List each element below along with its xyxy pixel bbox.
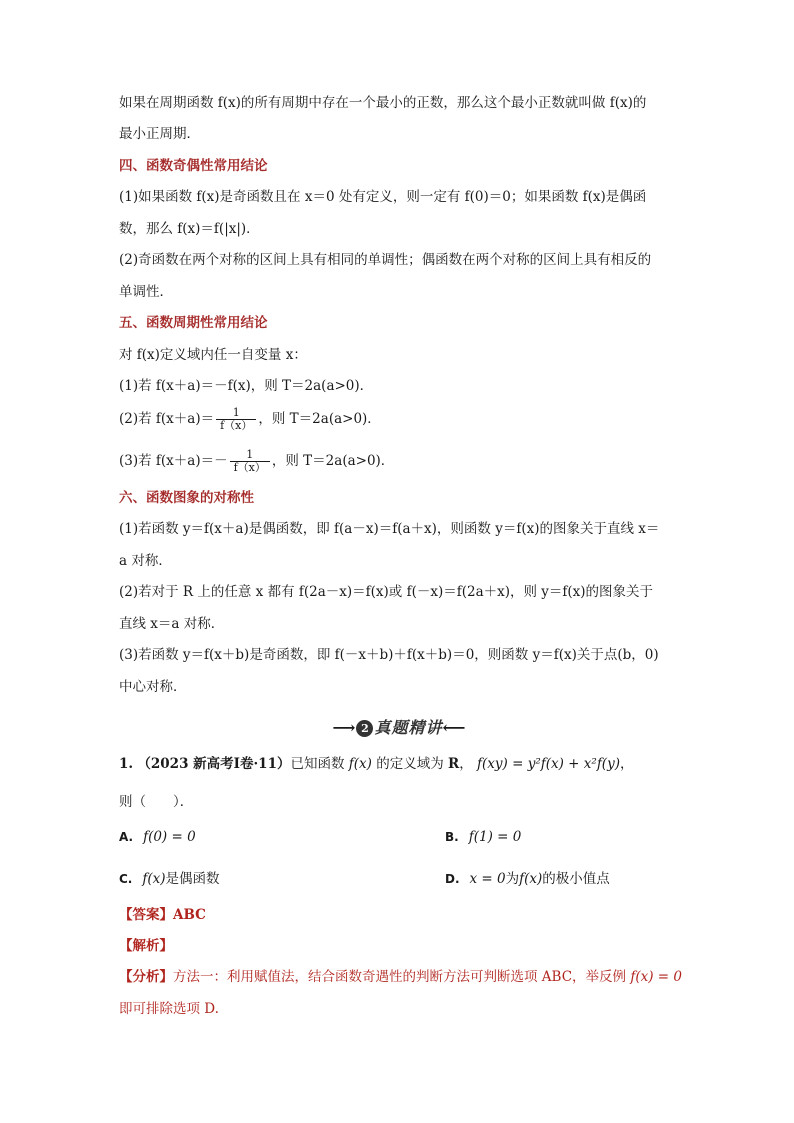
paragraph-line-fraction xyxy=(119,407,381,432)
text-segment: ，则 T＝2a(a>0)． xyxy=(271,453,395,469)
paragraph-line-fraction xyxy=(119,449,394,474)
text-segment: 已知函数 xyxy=(290,756,345,772)
paragraph-line: (1)如果函数 f(x)是奇函数且在 x＝0 处有定义，则一定有 f(0)＝0；如果函数 f(x)是偶函 xyxy=(119,189,647,205)
math-expression: x = 0 xyxy=(469,871,506,887)
paragraph-line: (1)若 f(x＋a)＝－f(x)，则 T＝2a(a>0)． xyxy=(119,378,374,394)
paragraph-line: (3)若函数 y＝f(x＋b)是奇函数，即 f(－x＋b)＋f(x＋b)＝0，则函数 y＝f(x)关于点(b，0) xyxy=(119,647,659,663)
paragraph-line: 直线 x＝a 对称． xyxy=(119,616,225,632)
paragraph-line: 中心对称． xyxy=(119,679,187,695)
arrow-left-icon: ⟵ xyxy=(442,718,466,737)
arrow-right-icon: ⟶ xyxy=(332,718,356,737)
math-expression: f(x) xyxy=(348,756,372,772)
fraction-numerator: 1 xyxy=(246,448,254,461)
paragraph-line: (2)奇函数在两个对称的区间上具有相同的单调性；偶函数在两个对称的区间上具有相反的 xyxy=(119,252,652,268)
math-expression: f(1) = 0 xyxy=(468,829,522,845)
question-number: 1. xyxy=(119,756,134,772)
section-heading-symmetry: 六、函数图象的对称性 xyxy=(119,490,254,506)
analysis-tag: 【分析】 xyxy=(119,969,173,985)
analysis-text-cont: 即可排除选项 D. xyxy=(119,1001,219,1017)
banner-title: 真题精讲 xyxy=(374,718,443,737)
option-letter: D. xyxy=(445,872,460,886)
section-heading-parity: 四、函数奇偶性常用结论 xyxy=(119,158,268,174)
analysis-label: 【解析】 xyxy=(119,938,173,954)
fraction-denominator: f（x） xyxy=(230,461,270,474)
circled-number-badge: 2 xyxy=(356,720,373,737)
text-segment: ， xyxy=(459,756,473,772)
math-expression: f(x) xyxy=(142,871,166,887)
answer-label: 【答案】ABC xyxy=(119,907,206,923)
text-segment: ， xyxy=(619,756,634,772)
option-letter: B. xyxy=(445,830,459,844)
math-expression: f(x) xyxy=(519,871,543,887)
paragraph-line: 单调性． xyxy=(119,284,173,300)
math-equation: f(xy) = y²f(x) + x²f(y) xyxy=(477,756,620,772)
paragraph-line: 数，那么 f(x)＝f(|x|)． xyxy=(119,221,260,237)
text-segment: 的极小值点 xyxy=(542,871,610,887)
option-b xyxy=(445,827,521,847)
fraction xyxy=(230,449,270,474)
option-letter: C. xyxy=(119,872,133,886)
paragraph-line: (1)若函数 y＝f(x＋a)是偶函数，即 f(a－x)＝f(a＋x)，则函数 y＝f(x)的图象关于直线 x＝ xyxy=(119,521,660,537)
text-segment: 为 xyxy=(505,871,520,887)
text-segment: 方法一：利用赋值法，结合函数奇遇性的判断方法可判断选项 ABC，举反例 xyxy=(173,969,627,985)
option-c xyxy=(119,869,220,889)
section-banner xyxy=(119,715,679,738)
paragraph-line: (2)若对于 R 上的任意 x 都有 f(2a－x)＝f(x)或 f(－x)＝f(2a＋x)，则 y＝f(x)的图象关于 xyxy=(119,584,654,600)
text-segment: (2)若 f(x＋a)＝ xyxy=(119,411,215,427)
question-stem xyxy=(119,754,633,774)
paragraph-line: 对 f(x)定义域内任一自变量 x： xyxy=(119,347,307,363)
math-expression: R xyxy=(448,756,460,772)
option-letter: A. xyxy=(119,830,134,844)
option-a xyxy=(119,827,196,847)
section-heading-periodicity: 五、函数周期性常用结论 xyxy=(119,315,268,331)
paragraph-line: a 对称． xyxy=(119,553,172,569)
paragraph-line: 最小正周期． xyxy=(119,126,200,142)
text-segment: 是偶函数 xyxy=(165,871,220,887)
fraction xyxy=(216,407,256,432)
fraction-denominator: f（x） xyxy=(216,419,256,432)
question-source: （2023 新高考Ⅰ卷·11） xyxy=(137,756,291,772)
math-expression: f(x) = 0 xyxy=(630,969,682,985)
analysis-text xyxy=(119,967,682,987)
text-segment: 的定义域为 xyxy=(376,756,444,772)
text-segment: ，则 T＝2a(a>0)． xyxy=(258,411,381,427)
text-segment: (3)若 f(x＋a)＝－ xyxy=(119,453,228,469)
option-d xyxy=(445,869,610,889)
question-stem-cont: 则（ ）． xyxy=(119,794,194,810)
paragraph-line: 如果在周期函数 f(x)的所有周期中存在一个最小的正数，那么这个最小正数就叫做 f(x)的 xyxy=(119,95,647,111)
math-expression: f(0) = 0 xyxy=(143,829,196,845)
fraction-numerator: 1 xyxy=(232,406,240,419)
